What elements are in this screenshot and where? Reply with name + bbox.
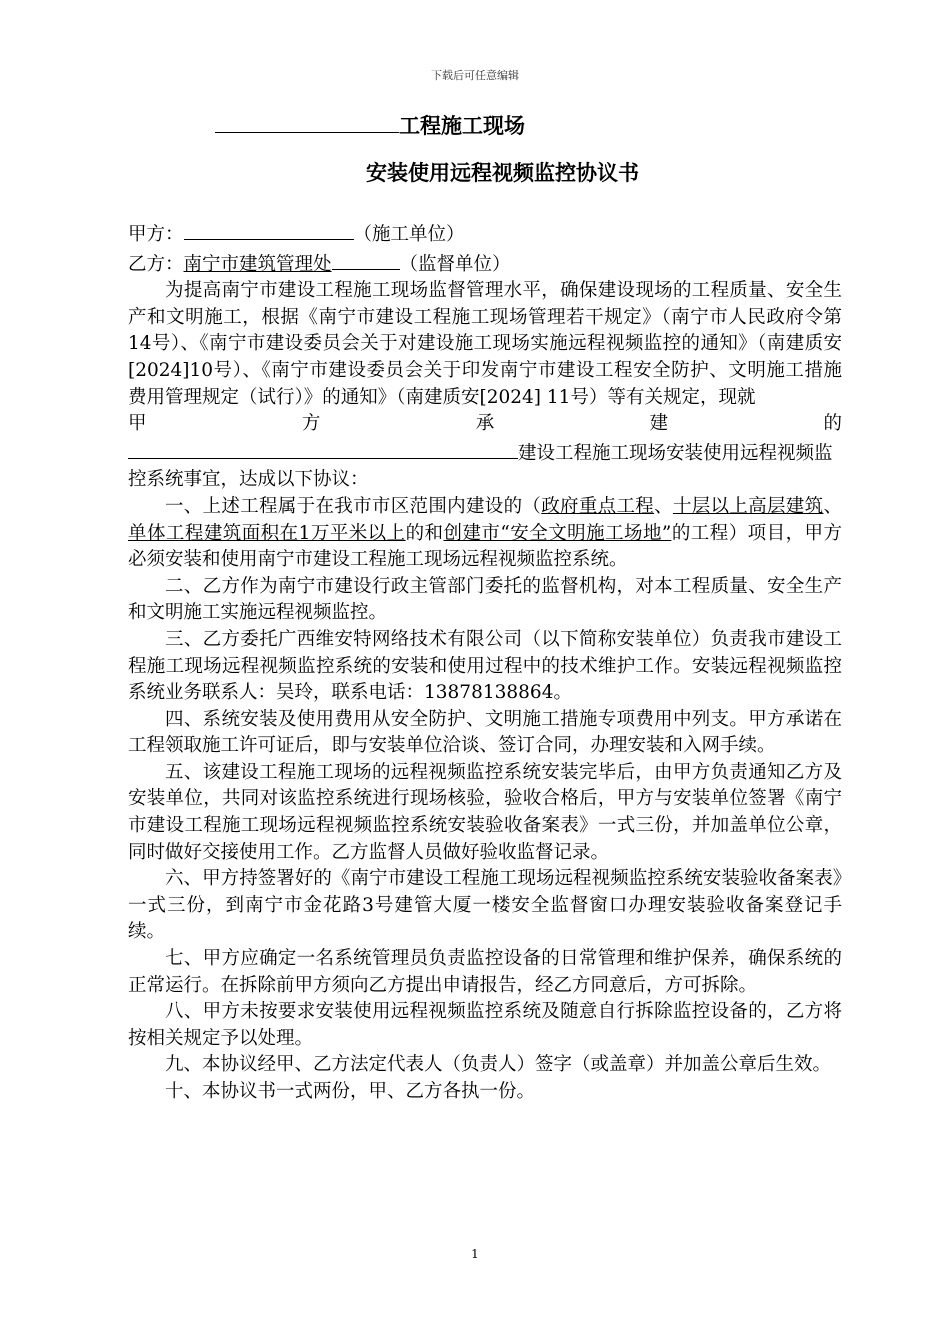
spread-word: 承 bbox=[475, 413, 495, 435]
clause-1-underlined: 十层以上高层建筑 bbox=[672, 495, 824, 517]
clause-8: 八、甲方未按要求安装使用远程视频监控系统及随意自行拆除监控设备的，乙方将按相关规定予以处理。 bbox=[128, 1001, 842, 1049]
party-b-label: 乙方： bbox=[128, 253, 184, 275]
clause-1-text: 一、上述工程属于在我市市区范围内建设的（ bbox=[165, 495, 542, 517]
title-line-1-text: 工程施工现场 bbox=[399, 113, 525, 138]
project-blank bbox=[128, 438, 518, 459]
clause-1-text: 、 bbox=[823, 495, 842, 517]
clause-1-underlined: 创建市“安全文明施工场地” bbox=[443, 522, 672, 544]
title-line-1 bbox=[215, 108, 525, 141]
clause-1-text: 的和 bbox=[405, 522, 444, 544]
party-a-role: （施工单位） bbox=[353, 224, 465, 245]
clause-1 bbox=[128, 494, 842, 574]
clause-2: 二、乙方作为南宁市建设行政主管部门委托的监督机构，对本工程质量、安全生产和文明施工实施远程视频监控。 bbox=[128, 575, 842, 624]
spread-word: 方 bbox=[301, 413, 321, 435]
party-a-line bbox=[128, 219, 842, 249]
clause-10: 十、本协议书一式两份，甲、乙方各执一份。 bbox=[165, 1081, 536, 1102]
intro-text-2: 建设工程施工现场安装使用远程视频监控系统事宜，达成以下协议： bbox=[128, 442, 833, 491]
clause-1-underlined: 单体工程建筑面积在1万平米以上 bbox=[128, 522, 406, 544]
intro-continuation bbox=[128, 438, 842, 494]
party-a-label: 甲方： bbox=[128, 224, 184, 245]
clause-9: 九、本协议经甲、乙方法定代表人（负责人）签字（或盖章）并加盖公章后生效。 bbox=[165, 1054, 832, 1076]
party-b-blank bbox=[332, 249, 400, 270]
clause-7: 七、甲方应确定一名系统管理员负责监控设备的日常管理和维护保养，确保系统的正常运行。在拆除前甲方须向乙方提出申请报告，经乙方同意后，方可拆除。 bbox=[128, 948, 842, 996]
party-b-role: （监督单位） bbox=[399, 253, 511, 275]
spread-word: 的 bbox=[823, 413, 842, 435]
clause-6: 六、甲方持签署好的《南宁市建设工程施工现场远程视频监控系统安装验收备案表》一式三份，到南宁市金花路3号建管大厦一楼安全监督窗口办理安装验收备案登记手续。 bbox=[128, 868, 842, 943]
clause-1-text: 、 bbox=[654, 495, 673, 517]
party-a-blank bbox=[184, 219, 354, 240]
header-note: 下载后可任意编辑 bbox=[431, 69, 519, 82]
clause-1-text: 的工程）项目，甲方必须安装和使用南宁市建设工程施工现场远程视频监控系统。 bbox=[128, 522, 842, 571]
clause-5: 五、该建设工程施工现场的远程视频监控系统安装完毕后，由甲方负责通知乙方及安装单位，共同对该监控系统进行现场核验，验收合格后，甲方与安装单位签署《南宁市建设工程施工现场远程视频监控系统安装验收备案表》一式三份，并加盖单位公章，同时做好交接使用工作。乙方监督人员做好验收监督记录。 bbox=[128, 761, 842, 863]
clause-1-underlined: 政府重点工程 bbox=[541, 495, 655, 517]
clause-3: 三、乙方委托广西维安特网络技术有限公司（以下简称安装单位）负责我市建设工程施工现场远程视频监控系统的安装和使用过程中的技术维护工作。安装远程视频监控系统业务联系人：吴玲，联系电话：13878138864。 bbox=[128, 628, 842, 704]
spread-word: 甲 bbox=[128, 413, 147, 435]
intro-paragraph bbox=[128, 278, 842, 411]
page-number: 1 bbox=[471, 1247, 479, 1261]
project-name-blank bbox=[215, 108, 399, 133]
title-line-2: 安装使用远程视频监控协议书 bbox=[366, 160, 639, 185]
party-b-name: 南宁市建筑管理处 bbox=[183, 253, 332, 275]
intro-spread-line bbox=[128, 411, 842, 438]
party-b-line bbox=[128, 249, 842, 279]
intro-text-1: 为提高南宁市建设工程施工现场监督管理水平，确保建设现场的工程质量、安全生产和文明施工，根据《南宁市建设工程施工现场管理若干规定》（南宁市人民政府令第14号）、《南宁市建设委员会关于对建设施工现场实施远程视频监控的通知》（南建质安[2024]10号）、《南宁市建设委员会关于印发南宁市建设工程安全防护、文明施工措施费用管理规定（试行）》的通知》（南建质安[2024] 11号）等有关规定，现就 bbox=[128, 280, 842, 408]
agreement-body bbox=[128, 219, 842, 1106]
clause-4: 四、系统安装及使用费用从安全防护、文明施工措施专项费用中列支。甲方承诺在工程领取施工许可证后，即与安装单位洽谈、签订合同，办理安装和入网手续。 bbox=[128, 708, 842, 757]
spread-word: 建 bbox=[649, 413, 669, 435]
